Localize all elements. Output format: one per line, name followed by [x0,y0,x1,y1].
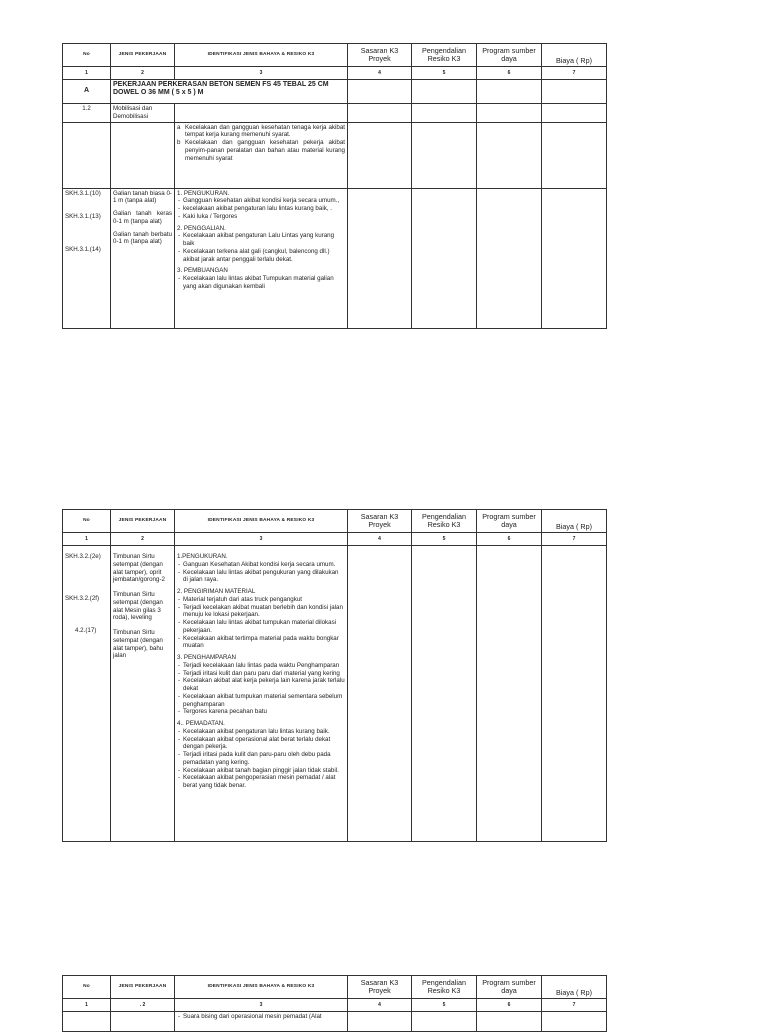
row-no: 1.2 [63,104,111,123]
list-item: - Kecelakaan akibat operasional alat berat terlalu dekat dengan pekerja. [183,736,345,752]
row-jenis: Mobilisasi dan Demobilisasi [111,104,175,123]
header-pengendalian: Pengendalian Resiko K3 [412,976,477,999]
hazard-group: 2. PENGGALIAN. - Kecelakaan akibat pengaturan Lalu Lintas yang kurang baik - Kecelakaan terkena alat gali (cangkul, balencong dll.) akibat jarak antar penggali terlalu dekat. [177,225,345,264]
col-number: 1 [63,533,111,546]
list-item: - Kecelakaan lalu lintas akibat Tumpukan material galian yang akan digunakan kembali [183,275,345,291]
column-number-row [63,67,607,80]
column-number-row [63,999,607,1012]
table-row [63,188,607,328]
col-number: 3 [175,67,348,80]
header-biaya: Biaya ( Rp) [542,976,607,999]
hazard-group: 3. PENGHAMPARAN - Terjadi kecelakaan lalu lintas pada waktu Penghamparan - Terjadi iritasi kulit dan paru paru dari material yang kering - Kecelakan akibat alat kerja pekerja lain karena jarak terlalu dekat - Kecelakaan akibat tumpukan material sementara sebelum penghamparan - Tergores karena pecahan batu [177,654,345,716]
header-sasaran: Sasaran K3 Proyek [348,44,412,67]
list-item: - Kecelakan akibat alat kerja pekerja lain karena jarak terlalu dekat [183,677,345,693]
list-item: - Tergores karena pecahan batu [183,708,345,716]
list-item: - Kecelakaan akibat tumpukan material sementara sebelum penghamparan [183,693,345,709]
section-row [63,80,607,104]
col-number: 7 [542,999,607,1012]
hazard-group: 3. PEMBUANGAN - Kecelakaan lalu lintas akibat Tumpukan material galian yang akan digunakan kembali [177,267,345,290]
header-row [63,510,607,533]
hazard-cell [175,1012,348,1032]
col-number: 3 [175,533,348,546]
table-row [63,104,607,123]
list-item: - Terjadi iritasi pada kulit dan paru-paru oleh debu pada pemadatan yang kering. [183,751,345,767]
header-no: No [63,976,111,999]
list-item: - Kecelakaan terkena alat gali (cangkul, balencong dll.) akibat jarak antar penggali terlalu dekat. [183,248,345,264]
risk-table-2 [62,509,607,842]
header-jenis: JENIS PEKERJAAN [111,44,175,67]
column-number-row [63,533,607,546]
col-number: 4 [348,533,412,546]
list-item: - Ganguan Kesehatan Akibat kondisi kerja secara umum. [183,561,345,569]
hazard-cell [175,546,348,842]
header-program: Program sumber daya [477,44,542,67]
header-no: No [63,510,111,533]
header-biaya: Biaya ( Rp) [542,510,607,533]
col-number: 6 [477,999,542,1012]
table-row [63,546,607,842]
col-number: . 2 [111,999,175,1012]
list-item: - Suara bising dari operasional mesin pemadat (Alat [183,1013,345,1021]
col-number: 7 [542,67,607,80]
header-program: Program sumber daya [477,510,542,533]
list-item: - Gangguan kesehatan akibat kondisi kerja secara umum., [183,197,345,205]
list-item: b Kecelakaan dan gangguan kesehatan pekerja akibat penyim-panan peralatan dan bahan atau material kurang memenuhi syarat [177,139,345,162]
list-item: - Kecelakaan akibat tanah bagian pinggir jalan tidak stabil. [183,767,345,775]
hazard-cell [175,188,348,328]
header-jenis: JENIS PEKERJAAN [111,510,175,533]
col-number: 3 [175,999,348,1012]
col-number: 2 [111,67,175,80]
hazard-group: 4.. PEMADATAN. - Kecelakaan akibat pengaturan lalu lintas kurang baik. - Kecelakaan akibat operasional alat berat terlalu dekat dengan pekerja. - Terjadi iritasi pada kulit dan paru-paru oleh debu pada pemadatan yang kering. - Kecelakaan akibat tanah bagian pinggir jalan tidak stabil. - Kecelakaan akibat pengoperasian mesin pemadat / alat berat yang tidak benar. [177,720,345,790]
header-pengendalian: Pengendalian Resiko K3 [412,510,477,533]
list-item: - Kecelakaan akibat pengaturan Lalu Lintas yang kurang baik [183,232,345,248]
section-title: PEKERJAAN PERKERASAN BETON SEMEN FS 45 TEBAL 25 CM DOWEL O 36 MM ( 5 x 5 ) M [111,80,348,104]
list-item: - Kecelakaan akibat tertimpa material pada waktu bongkar muatan [183,635,345,651]
col-number: 4 [348,67,412,80]
list-item: - Kecelakaan akibat pengaturan lalu lintas kurang baik. [183,728,345,736]
work-code-cell: SKH.3.2.(2e) SKH.3.2.(2f) 4.2.(17) [63,546,111,842]
list-item: - Kaki luka / Tergores [183,213,345,221]
work-type-cell: Timbunan Sirtu setempat (dengan alat tamper), oprit jembatan/gorong-2 Timbunan Sirtu setempat (dengan alat Mesin gilas 3 roda), leveling Timbunan Sirtu setempat (dengan alat tamper), bahu jalan [111,546,175,842]
list-item: - Kecelakaan akibat pengoperasian mesin pemadat / alat berat yang tidak benar. [183,774,345,790]
list-item: - Terjadi iritasi kulit dan paru paru dari material yang kering [183,670,345,678]
col-number: 5 [412,67,477,80]
header-sasaran: Sasaran K3 Proyek [348,510,412,533]
hazard-cell [175,122,348,188]
table-row [63,1012,607,1032]
list-item: - Terjadi kecelakaan lalu lintas pada waktu Penghamparan [183,662,345,670]
header-biaya: Biaya ( Rp) [542,44,607,67]
list-item: - Kecelakaan lalu lintas akibat pengukuran yang dilakukan di jalan raya. [183,569,345,585]
list-item: - Material terjatuh dari atas truck pengangkut [183,596,345,604]
col-number: 4 [348,999,412,1012]
table-row [63,122,607,188]
col-number: 5 [412,999,477,1012]
col-number: 7 [542,533,607,546]
list-item: a Kecelakaan dan gangguan kesehatan tenaga kerja akibat tempat kerja kurang memenuhi syarat. [177,123,345,139]
hazard-group: 1. PENGUKURAN. - Gangguan kesehatan akibat kondisi kerja secara umum., - kecelakaan akibat pengaturan lalu lintas kurang baik, . - Kaki luka / Tergores [177,190,345,221]
header-program: Program sumber daya [477,976,542,999]
risk-table-3 [62,975,607,1032]
risk-table-1 [62,43,607,329]
work-type-cell: Galian tanah biasa 0-1 m (tanpa alat) Galian tanah keras 0-1 m (tanpa alat) Galian tanah berbatu 0-1 m (tanpa alat) [111,188,175,328]
col-number: 6 [477,67,542,80]
header-identifikasi: IDENTIFIKASI JENIS BAHAYA & RESIKO K3 [175,976,348,999]
col-number: 1 [63,67,111,80]
header-sasaran: Sasaran K3 Proyek [348,976,412,999]
hazard-group: 1.PENGUKURAN. - Ganguan Kesehatan Akibat kondisi kerja secara umum. - Kecelakaan lalu lintas akibat pengukuran yang dilakukan di jalan raya. [177,553,345,584]
header-pengendalian: Pengendalian Resiko K3 [412,44,477,67]
header-no: No [63,44,111,67]
col-number: 2 [111,533,175,546]
header-identifikasi: IDENTIFIKASI JENIS BAHAYA & RESIKO K3 [175,510,348,533]
col-number: 1 [63,999,111,1012]
list-item: - Terjadi kecelakan akibat muatan berlebih dan kondisi jalan menuju ke lokasi pekerjaan. [183,604,345,620]
col-number: 5 [412,533,477,546]
work-code-cell: SKH.3.1.(10) SKH.3.1.(13) SKH.3.1.(14) [63,188,111,328]
col-number: 6 [477,533,542,546]
stray-mark: . [139,1001,142,1008]
list-item: - Kecelakaan lalu lintas akibat tumpukan material dilokasi pekerjaan. [183,619,345,635]
header-row [63,976,607,999]
header-row [63,44,607,67]
section-no: A [63,80,111,104]
hazard-group: 2. PENGIRIMAN MATERIAL - Material terjatuh dari atas truck pengangkut - Terjadi kecelakan akibat muatan berlebih dan kondisi jalan menuju ke lokasi pekerjaan. - Kecelakaan lalu lintas akibat tumpukan material dilokasi pekerjaan. - Kecelakaan akibat tertimpa material pada waktu bongkar muatan [177,588,345,650]
header-jenis: JENIS PEKERJAAN [111,976,175,999]
header-identifikasi: IDENTIFIKASI JENIS BAHAYA & RESIKO K3 [175,44,348,67]
list-item: - kecelakaan akibat pengaturan lalu lintas kurang baik, . [183,205,345,213]
